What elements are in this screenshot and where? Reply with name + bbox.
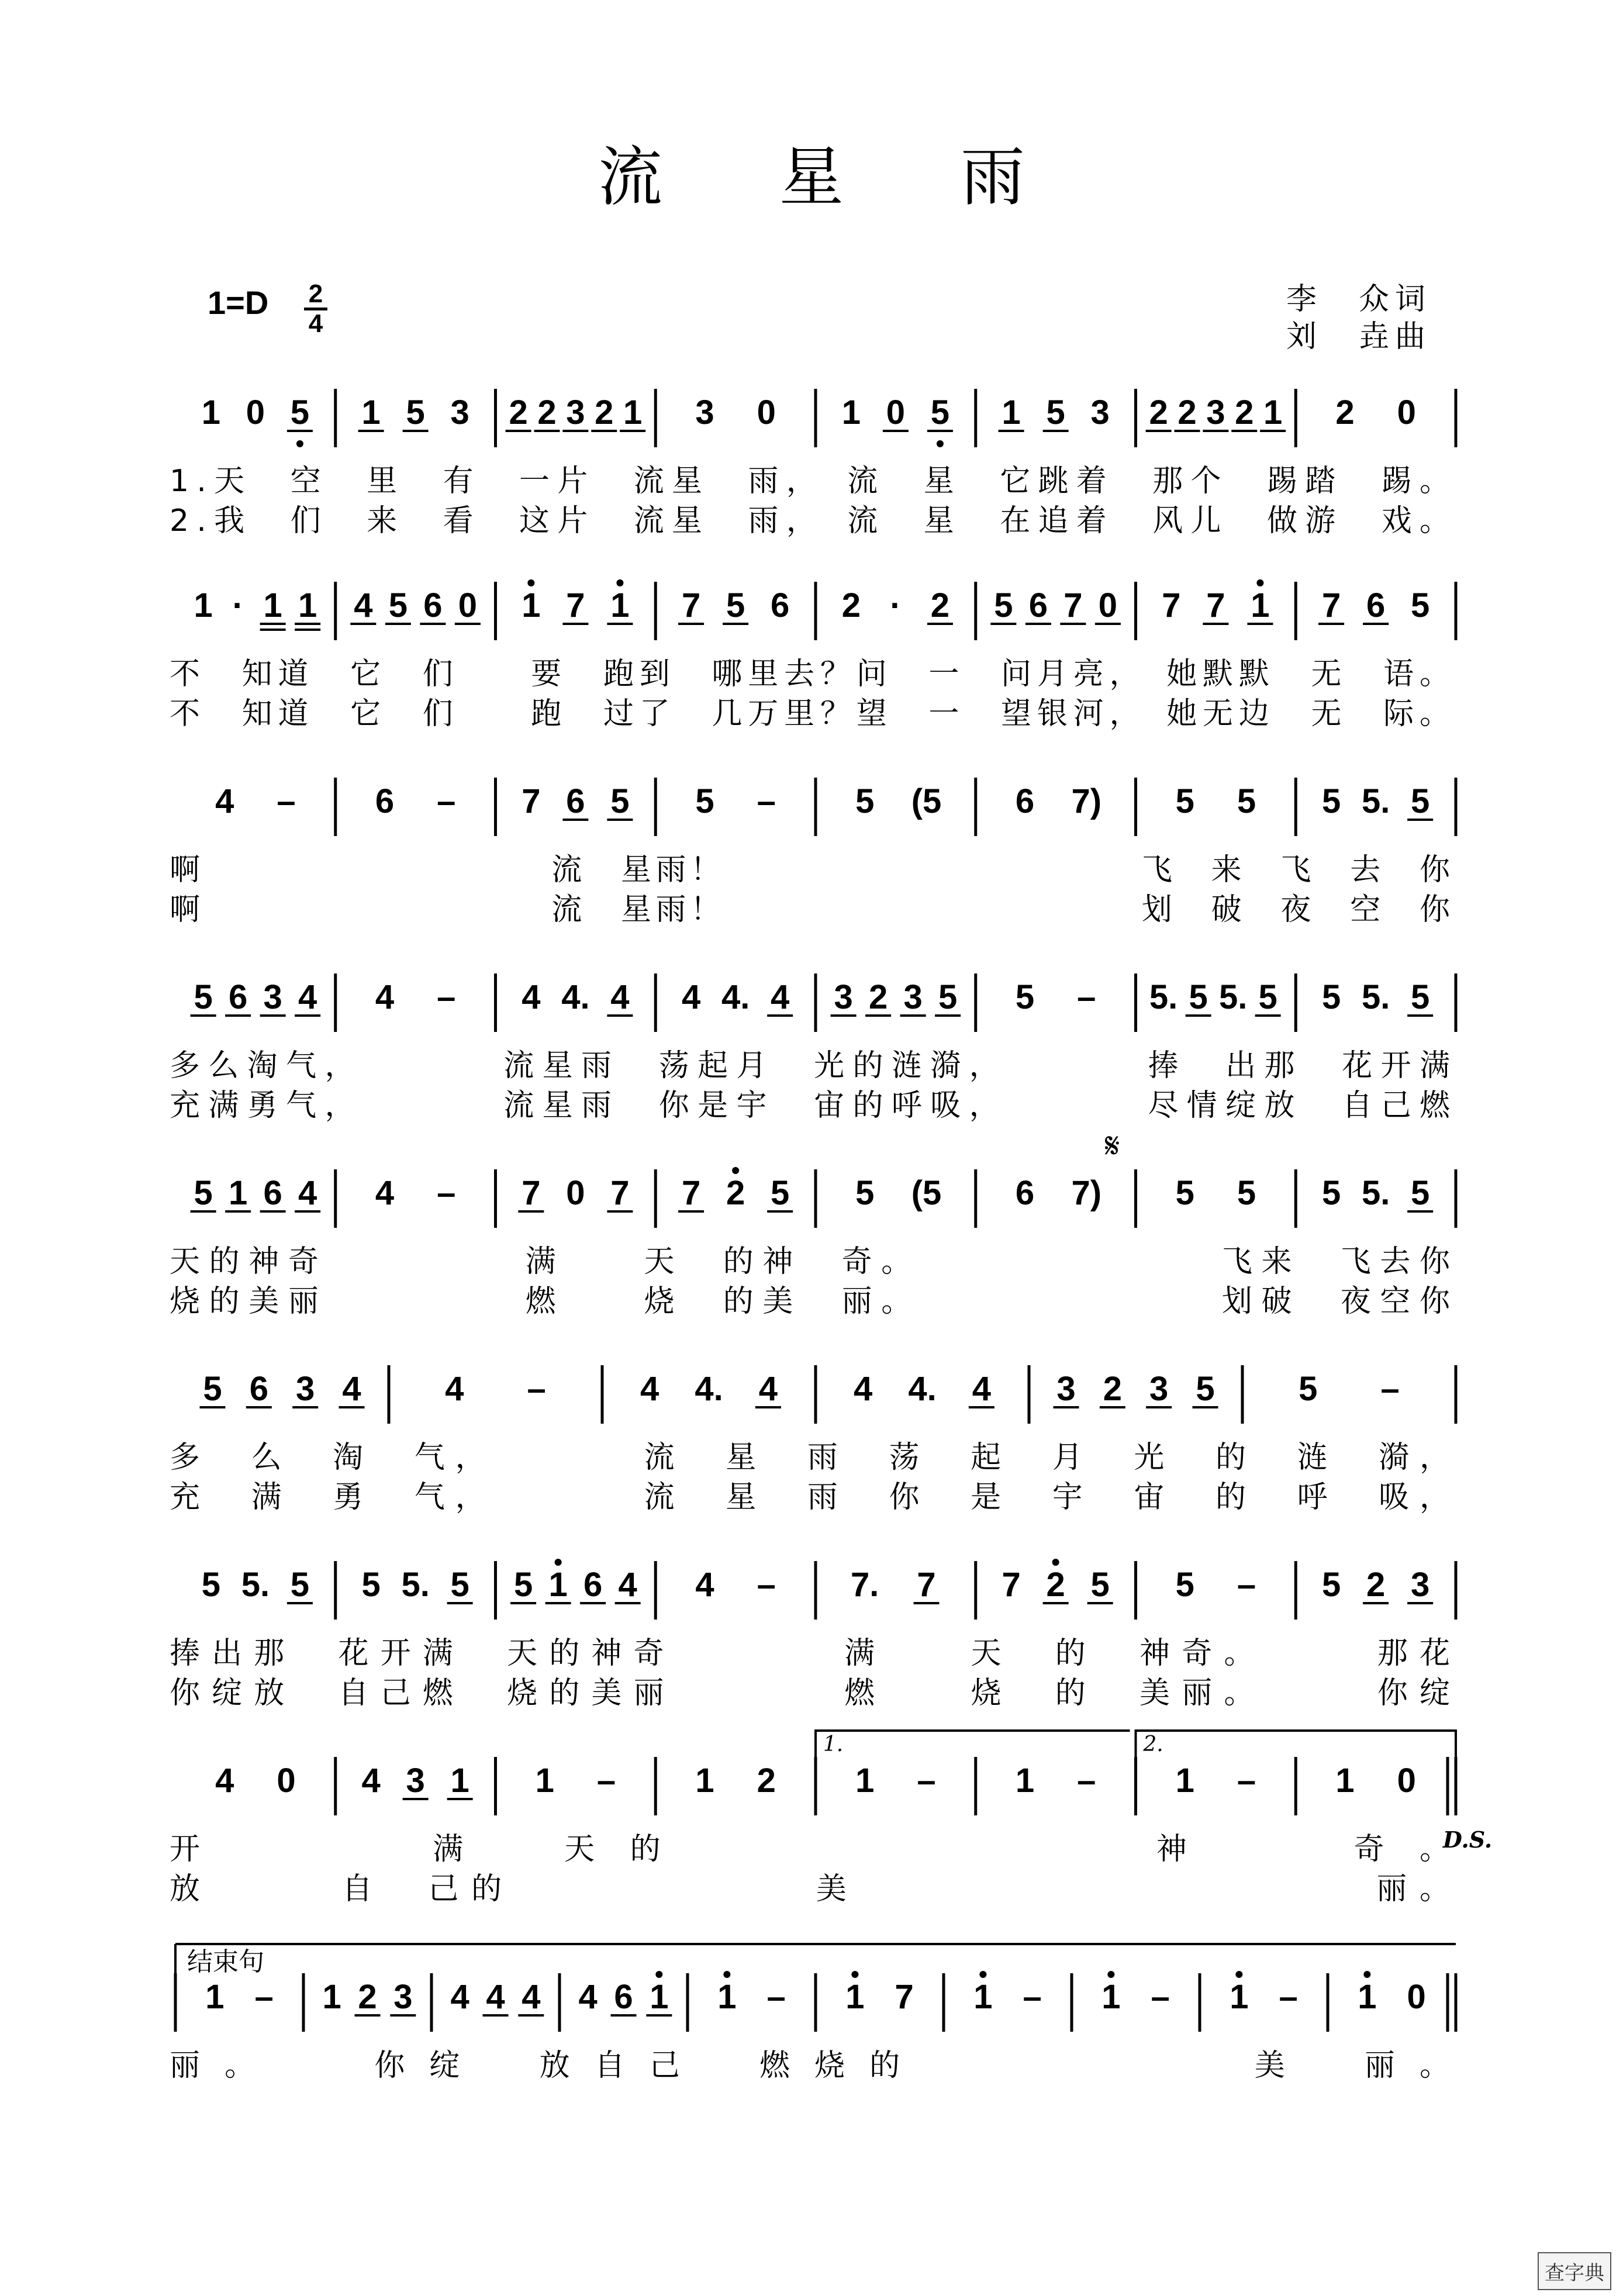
note: 1 [1002, 393, 1021, 431]
note: 6 [1015, 782, 1035, 820]
volta-1-label: 1. [823, 1732, 844, 1756]
note: 7 [681, 586, 701, 624]
note: 4 [361, 1762, 381, 1800]
note: 3 [1206, 393, 1225, 431]
note: 4 [342, 1370, 361, 1408]
note: 4 [695, 1566, 714, 1604]
lyric-line: 开 满 天的 神 奇。 [170, 1832, 1450, 1867]
note: 1 [1101, 1978, 1121, 2016]
high-octave-dot [1363, 1971, 1370, 1978]
note: 5 [771, 1174, 790, 1212]
note: · [232, 586, 244, 624]
note: 2 [841, 586, 861, 624]
note: 5. [1361, 782, 1390, 820]
note: – [1023, 1978, 1042, 2016]
lyric-line: 多么淘气， 流星雨 荡起月 光的涟漪， 捧 出那 花开满 [170, 1048, 1450, 1083]
lyric-line: 充满勇气， 流星雨 你是宇 宙的呼吸， 尽情绽放 自己燃 [170, 1088, 1450, 1123]
note: 4 [486, 1978, 505, 2016]
note: 3 [834, 978, 853, 1016]
note: 5 [938, 978, 958, 1016]
note: 4 [522, 1978, 541, 2016]
note: 4 [215, 782, 234, 820]
note: 2 [1177, 393, 1197, 431]
note: 2 [537, 393, 557, 431]
note: – [1380, 1370, 1400, 1408]
note: 5 [1411, 978, 1430, 1016]
note: 1 [522, 586, 541, 624]
note: 4. [695, 1370, 723, 1408]
high-octave-dot [1256, 579, 1263, 586]
note: 3 [566, 393, 585, 431]
note: 6 [423, 586, 443, 624]
note: 4 [298, 1174, 317, 1212]
note: – [766, 1978, 786, 2016]
note: 1 [1175, 1762, 1194, 1800]
note: 7 [1321, 586, 1341, 624]
note: – [1279, 1978, 1298, 2016]
note: 5 [1175, 1174, 1194, 1212]
note: 5 [695, 782, 714, 820]
note: 7 [895, 1978, 914, 2016]
note: 5. [1361, 978, 1390, 1016]
lyric-line: 不 知道 它 们 跑 过了 几万里？望 一 望银河， 她无边 无 际。 [170, 696, 1450, 731]
lyric-line: 啊 流 星雨！ 飞 来 飞 去 你 [170, 852, 1450, 888]
note: 6 [375, 782, 395, 820]
note: 3 [695, 393, 714, 431]
note: 5 [194, 1174, 213, 1212]
note: 3 [1149, 1370, 1169, 1408]
note: 7 [522, 1174, 541, 1212]
note: 5 [994, 586, 1013, 624]
note: – [1077, 978, 1096, 1016]
lyric-line: 放 自 己的 美 丽。 [170, 1872, 1450, 1907]
note: 5 [1299, 1370, 1318, 1408]
note: 4. [721, 978, 750, 1016]
note: 2 [1335, 393, 1355, 431]
note: 7 [610, 1174, 630, 1212]
note: 2 [509, 393, 528, 431]
note: 0 [1098, 586, 1118, 624]
note: 6 [228, 978, 248, 1016]
segno-sign: 𝄋 [1104, 1125, 1120, 1166]
note: 5 [1321, 1174, 1341, 1212]
note: 5 [450, 1566, 469, 1604]
high-octave-dot [555, 1559, 562, 1566]
note: – [437, 978, 456, 1016]
note: 2 [726, 1174, 745, 1212]
note: 3 [450, 393, 469, 431]
note: 5 [855, 782, 875, 820]
note: 0 [1397, 1762, 1416, 1800]
note: 6 [1028, 586, 1048, 624]
note: 2 [930, 586, 950, 624]
note: 4 [758, 1370, 778, 1408]
lyric-line: 你绽放 自己燃 烧的美丽 燃 烧 的 美丽。 你绽 [170, 1676, 1450, 1711]
note: 5. [1218, 978, 1248, 1016]
note: 4 [972, 1370, 992, 1408]
note: – [437, 782, 456, 820]
note: 3 [1411, 1566, 1430, 1604]
note: 4 [450, 1978, 469, 2016]
note: 4 [610, 978, 630, 1016]
note: 4 [771, 978, 790, 1016]
note: 3 [296, 1370, 315, 1408]
note: 7 [1063, 586, 1083, 624]
note: 4 [298, 978, 317, 1016]
note: 1 [361, 393, 381, 431]
note: 5 [1258, 978, 1277, 1016]
note: 1 [1263, 393, 1283, 431]
note: 6 [1366, 586, 1386, 624]
note: 7) [1071, 1174, 1102, 1212]
note: – [527, 1370, 546, 1408]
note: 6 [566, 782, 585, 820]
note: 3 [903, 978, 923, 1016]
note: 6 [614, 1978, 633, 2016]
note: 5 [194, 978, 213, 1016]
note: 3 [1056, 1370, 1076, 1408]
note: 2 [595, 393, 614, 431]
note: 5 [290, 393, 310, 431]
lyric-line: 1.天 空 里 有 一片 流星 雨， 流 星 它跳着 那个 踢踏 踢。 [170, 464, 1451, 499]
note: 5 [1046, 393, 1065, 431]
site-watermark: 查字典 [1538, 2252, 1611, 2290]
composer: 刘 垚曲 [1286, 319, 1432, 354]
time-signature-bottom: 4 [308, 309, 323, 338]
note: 5 [1175, 782, 1194, 820]
note: 4. [908, 1370, 937, 1408]
lyric-line: 天的神奇 满 天 的神 奇。 飞来 飞去你 [170, 1244, 1450, 1279]
note: 5 [1237, 782, 1256, 820]
note: – [1237, 1762, 1256, 1800]
high-octave-dot [1107, 1971, 1114, 1978]
high-octave-dot [1235, 1971, 1242, 1978]
low-octave-dot [937, 440, 944, 447]
note: 6 [771, 586, 790, 624]
note: 5 [1196, 1370, 1215, 1408]
note: 5 [1321, 782, 1341, 820]
note: 5. [241, 1566, 270, 1604]
note: 2 [757, 1762, 776, 1800]
high-octave-dot [732, 1167, 739, 1174]
note: 5. [1361, 1174, 1390, 1212]
note: 2 [1366, 1566, 1386, 1604]
note: 5 [1090, 1566, 1110, 1604]
note: 5 [361, 1566, 381, 1604]
lyric-line: 充 满 勇 气， 流 星 雨 你 是 宇 宙 的 呼 吸， [170, 1480, 1450, 1515]
note: – [1151, 1978, 1170, 2016]
note: 5 [406, 393, 425, 431]
high-octave-dot [851, 1971, 858, 1978]
note: 2 [1103, 1370, 1122, 1408]
time-signature-top: 2 [304, 281, 327, 310]
note: 2 [1046, 1566, 1065, 1604]
note: 4 [681, 978, 701, 1016]
note: – [437, 1174, 456, 1212]
high-octave-dot [979, 1971, 986, 1978]
note: 3 [1090, 393, 1110, 431]
note: 1 [855, 1762, 875, 1800]
note: – [757, 1566, 776, 1604]
note: 7 [522, 782, 541, 820]
high-octave-dot [616, 579, 623, 586]
note: 1 [548, 1566, 568, 1604]
note: (5 [911, 782, 942, 820]
note: 4 [522, 978, 541, 1016]
lyric-line: 捧出那 花开满 天的神奇 满 天 的 神奇。 那花 [170, 1636, 1450, 1671]
note: 5 [930, 393, 950, 431]
note: 1 [263, 586, 282, 624]
high-octave-dot [1052, 1559, 1059, 1566]
note: 1 [322, 1978, 341, 2016]
note: 3 [406, 1762, 425, 1800]
note: 7 [1206, 586, 1225, 624]
note: 2 [1235, 393, 1254, 431]
note: 5 [203, 1370, 222, 1408]
note: – [277, 782, 296, 820]
note: 4. [561, 978, 590, 1016]
note: – [254, 1978, 274, 2016]
note: 1 [450, 1762, 469, 1800]
note: 1 [973, 1978, 993, 2016]
note: – [1237, 1566, 1256, 1604]
note: 2 [868, 978, 888, 1016]
note: (5 [911, 1174, 942, 1212]
note: 5 [1411, 586, 1430, 624]
lyric-line: 丽。 你绽 放自己 燃烧的 美 丽。 [170, 2048, 1451, 2083]
note: – [757, 782, 776, 820]
note: 7 [681, 1174, 701, 1212]
note: 5 [1411, 1174, 1430, 1212]
note: 1 [695, 1762, 714, 1800]
note: 0 [566, 1174, 585, 1212]
note: 5. [401, 1566, 430, 1604]
note: 6 [249, 1370, 268, 1408]
note: 5 [290, 1566, 310, 1604]
note: 1 [201, 393, 220, 431]
note: 7 [1002, 1566, 1021, 1604]
note: 4 [375, 978, 395, 1016]
note: 5 [1189, 978, 1208, 1016]
note: 1 [205, 1978, 225, 2016]
note: 4 [375, 1174, 395, 1212]
note: 2 [1149, 393, 1168, 431]
note: – [1077, 1762, 1096, 1800]
note: · [890, 586, 902, 624]
note: 6 [1015, 1174, 1035, 1212]
note: 0 [246, 393, 265, 431]
note: 0 [757, 393, 776, 431]
note: 1 [610, 586, 630, 624]
note: 5 [1321, 1566, 1341, 1604]
note: 1 [623, 393, 643, 431]
note: 1 [1015, 1762, 1035, 1800]
low-octave-dot [296, 440, 303, 447]
note: 4 [578, 1978, 598, 2016]
lyric-line: 啊 流 星雨！ 划 破 夜 空 你 [170, 892, 1450, 927]
note: 5 [1015, 978, 1035, 1016]
note: 7 [1162, 586, 1181, 624]
section-label: 结束句 [187, 1947, 264, 1977]
note: 1 [1358, 1978, 1377, 2016]
note: 5 [1321, 978, 1341, 1016]
note: 4 [853, 1370, 873, 1408]
note: 5 [1175, 1566, 1194, 1604]
note: 4 [445, 1370, 464, 1408]
note: 7 [566, 586, 585, 624]
note: 1 [717, 1978, 737, 2016]
note: 4 [618, 1566, 637, 1604]
note: 4 [215, 1762, 234, 1800]
volta-2-bracket [1136, 1731, 1456, 1757]
note: 7) [1071, 782, 1102, 820]
lyric-line: 多 么 淘 气， 流 星 雨 荡 起 月 光 的 涟 漪， [170, 1440, 1450, 1475]
note: 6 [263, 1174, 282, 1212]
note: 0 [1407, 1978, 1426, 2016]
lyric-line: 烧的美丽 燃 烧 的美 丽。 划破 夜空你 [170, 1284, 1450, 1319]
note: 1 [845, 1978, 865, 2016]
note: 6 [583, 1566, 603, 1604]
note: – [917, 1762, 936, 1800]
note: 1 [650, 1978, 669, 2016]
note: 5 [1237, 1174, 1256, 1212]
note: 4 [640, 1370, 659, 1408]
note: 1 [298, 586, 317, 624]
ds-marking: D.S. [1442, 1827, 1493, 1853]
note: 0 [458, 586, 478, 624]
note: 1 [535, 1762, 554, 1800]
note: 1 [1335, 1762, 1355, 1800]
note: 5 [513, 1566, 533, 1604]
note: 4 [354, 586, 373, 624]
lyric-line: 不 知道 它 们 要 跑到 哪里去？问 一 问月亮， 她默默 无 语。 [170, 657, 1450, 692]
note: 2 [358, 1978, 377, 2016]
high-octave-dot [723, 1971, 730, 1978]
note: 5 [610, 782, 630, 820]
note: 5 [855, 1174, 875, 1212]
note: 0 [277, 1762, 296, 1800]
note: 1 [228, 1174, 248, 1212]
note: – [596, 1762, 616, 1800]
lyricist: 李 众词 [1286, 282, 1432, 317]
note: 5 [201, 1566, 220, 1604]
note: 1 [1230, 1978, 1249, 2016]
page-title: 流星雨 [598, 140, 1142, 215]
note: 5 [726, 586, 745, 624]
note: 5. [1149, 978, 1178, 1016]
note: 5 [388, 586, 408, 624]
high-octave-dot [655, 1971, 662, 1978]
note: 3 [263, 978, 282, 1016]
note: 7. [851, 1566, 879, 1604]
note: 3 [393, 1978, 413, 2016]
note: 7 [917, 1566, 936, 1604]
lyric-line: 2.我 们 来 看 这片 流星 雨， 流 星 在追着 风儿 做游 戏。 [170, 503, 1451, 538]
note: 1 [1251, 586, 1270, 624]
volta-2-label: 2. [1143, 1732, 1163, 1756]
high-octave-dot [527, 579, 534, 586]
volta-1-bracket [816, 1731, 1130, 1757]
key-signature: 1=D [208, 284, 269, 321]
note: 1 [841, 393, 861, 431]
note: 0 [1397, 393, 1416, 431]
note: 5 [1411, 782, 1430, 820]
note: 0 [886, 393, 906, 431]
note: 1 [194, 586, 213, 624]
